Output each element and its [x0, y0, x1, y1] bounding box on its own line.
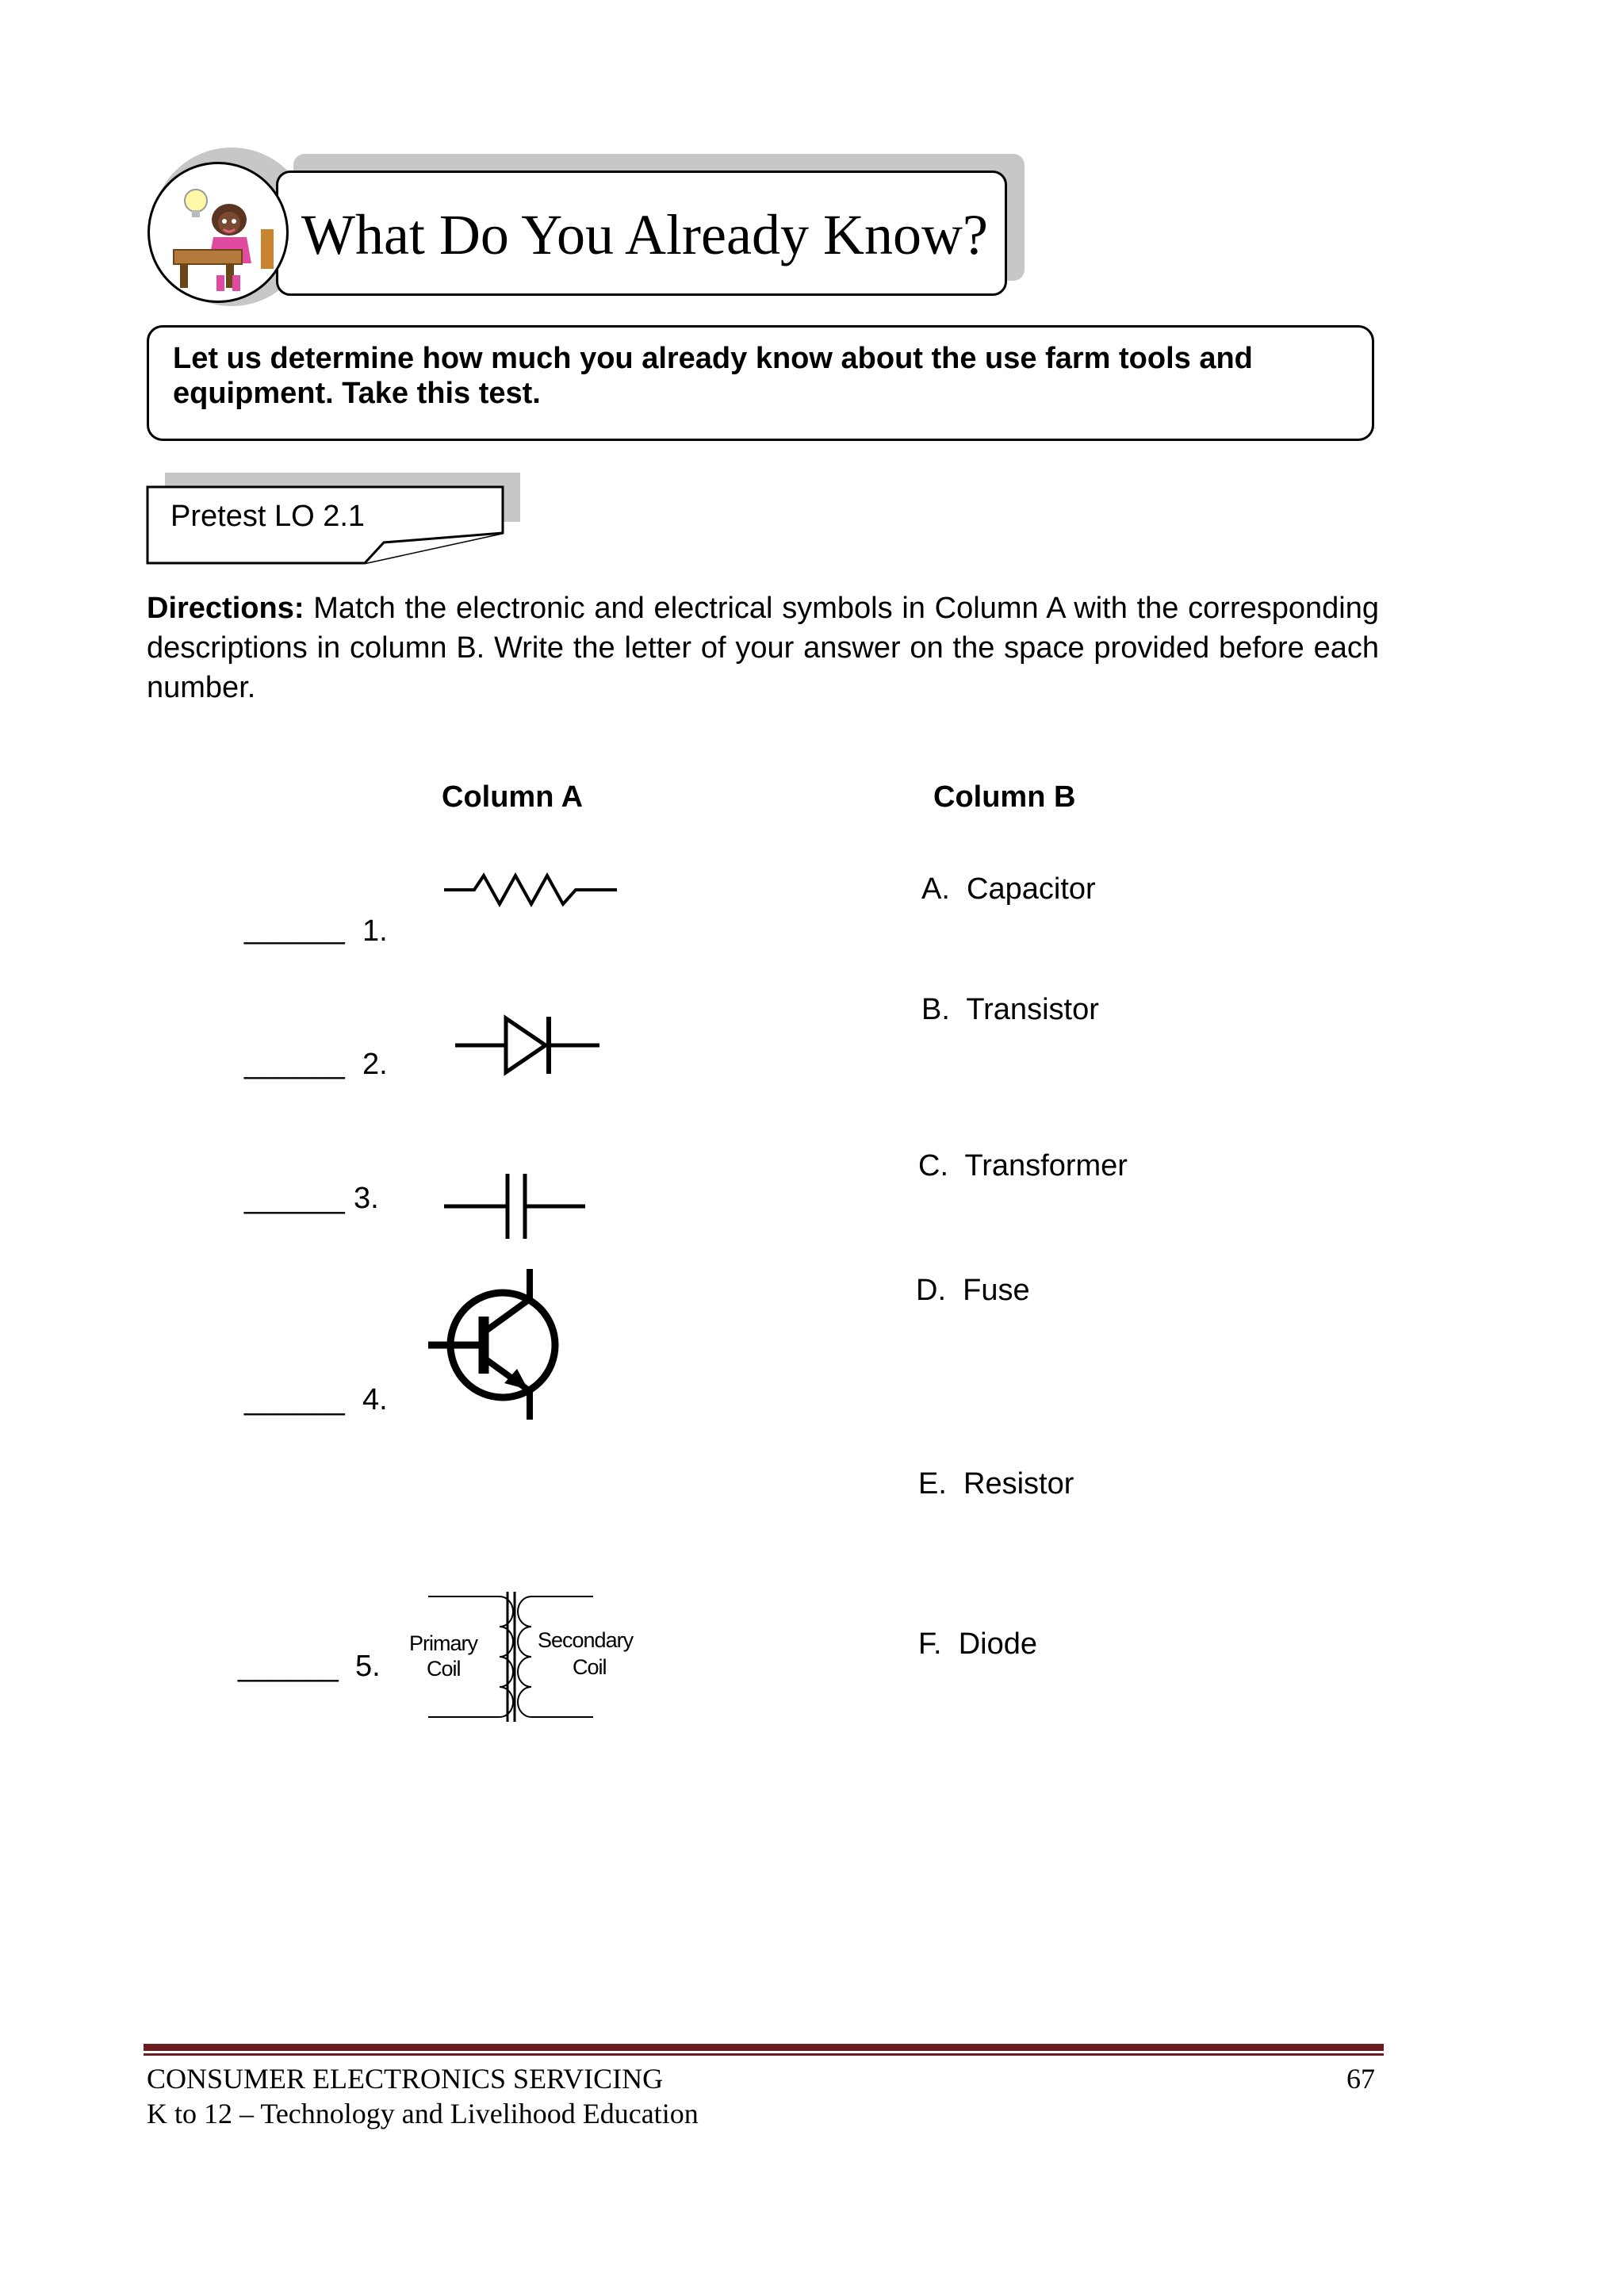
answer-blank-2[interactable]: ______ [244, 1047, 345, 1080]
choice-b [921, 993, 1099, 1027]
directions-text: Match the electronic and electrical symbols in Column A with the corresponding descriptions in column B. Write the letter of your answer on the space provided before each number. [147, 592, 1379, 704]
choice-a-letter: A. [921, 872, 950, 906]
choice-c [918, 1149, 1128, 1183]
choice-d-letter: D. [916, 1274, 946, 1307]
secondary-coil-label-line1: Secondary [538, 1628, 634, 1652]
item-number-3: 3. [354, 1182, 379, 1215]
student-illustration [147, 162, 289, 303]
intro-text: Let us determine how much you already know about the use farm tools and equipment. Take this test. [173, 342, 1253, 410]
pretest-label: Pretest LO 2.1 [170, 500, 366, 533]
item-number-4: 4. [362, 1383, 388, 1416]
primary-coil-label-line1: Primary [409, 1631, 477, 1655]
directions-paragraph [147, 588, 1379, 707]
item-number-1: 1. [362, 914, 388, 948]
diode-symbol-icon [452, 1007, 603, 1083]
column-a-heading: Column A [442, 780, 584, 814]
transistor-symbol-icon [427, 1267, 561, 1421]
choice-f [918, 1627, 1037, 1662]
column-b-heading: Column B [933, 780, 1076, 814]
choice-a [921, 872, 1096, 907]
choice-e [918, 1467, 1074, 1501]
choice-c-letter: C. [918, 1149, 948, 1182]
directions-label: Directions: [147, 592, 304, 625]
choice-c-text: Transformer [964, 1149, 1128, 1182]
footer-rule-thin [144, 2053, 1384, 2056]
choice-a-text: Capacitor [967, 872, 1096, 906]
item-number-5: 5. [355, 1650, 381, 1683]
student-at-desk-icon [150, 164, 289, 303]
footer-program: K to 12 – Technology and Livelihood Education [147, 2098, 699, 2129]
choice-e-letter: E. [918, 1467, 947, 1501]
footer-course: CONSUMER ELECTRONICS SERVICING [147, 2063, 664, 2095]
choice-f-letter: F. [918, 1627, 942, 1661]
primary-coil-label-line2: Coil [427, 1657, 461, 1681]
capacitor-symbol-icon [442, 1172, 587, 1240]
page-title: What Do You Already Know? [301, 203, 988, 266]
transformer-symbol [404, 1590, 650, 1725]
answer-blank-1[interactable]: ______ [244, 912, 345, 945]
resistor-symbol-icon [442, 869, 619, 910]
answer-blank-3[interactable]: ______ [244, 1182, 345, 1215]
item-number-2: 2. [362, 1048, 388, 1081]
footer-rule [144, 2044, 1384, 2051]
choice-e-text: Resistor [963, 1467, 1074, 1501]
choice-f-text: Diode [958, 1627, 1037, 1661]
choice-b-letter: B. [921, 993, 950, 1026]
choice-d [916, 1274, 1030, 1308]
footer-page-number: 67 [1346, 2063, 1375, 2095]
choice-d-text: Fuse [963, 1274, 1030, 1307]
answer-blank-4[interactable]: ______ [244, 1383, 345, 1416]
secondary-coil-label-line2: Coil [573, 1655, 607, 1679]
answer-blank-5[interactable]: ______ [238, 1650, 339, 1683]
choice-b-text: Transistor [966, 993, 1099, 1026]
